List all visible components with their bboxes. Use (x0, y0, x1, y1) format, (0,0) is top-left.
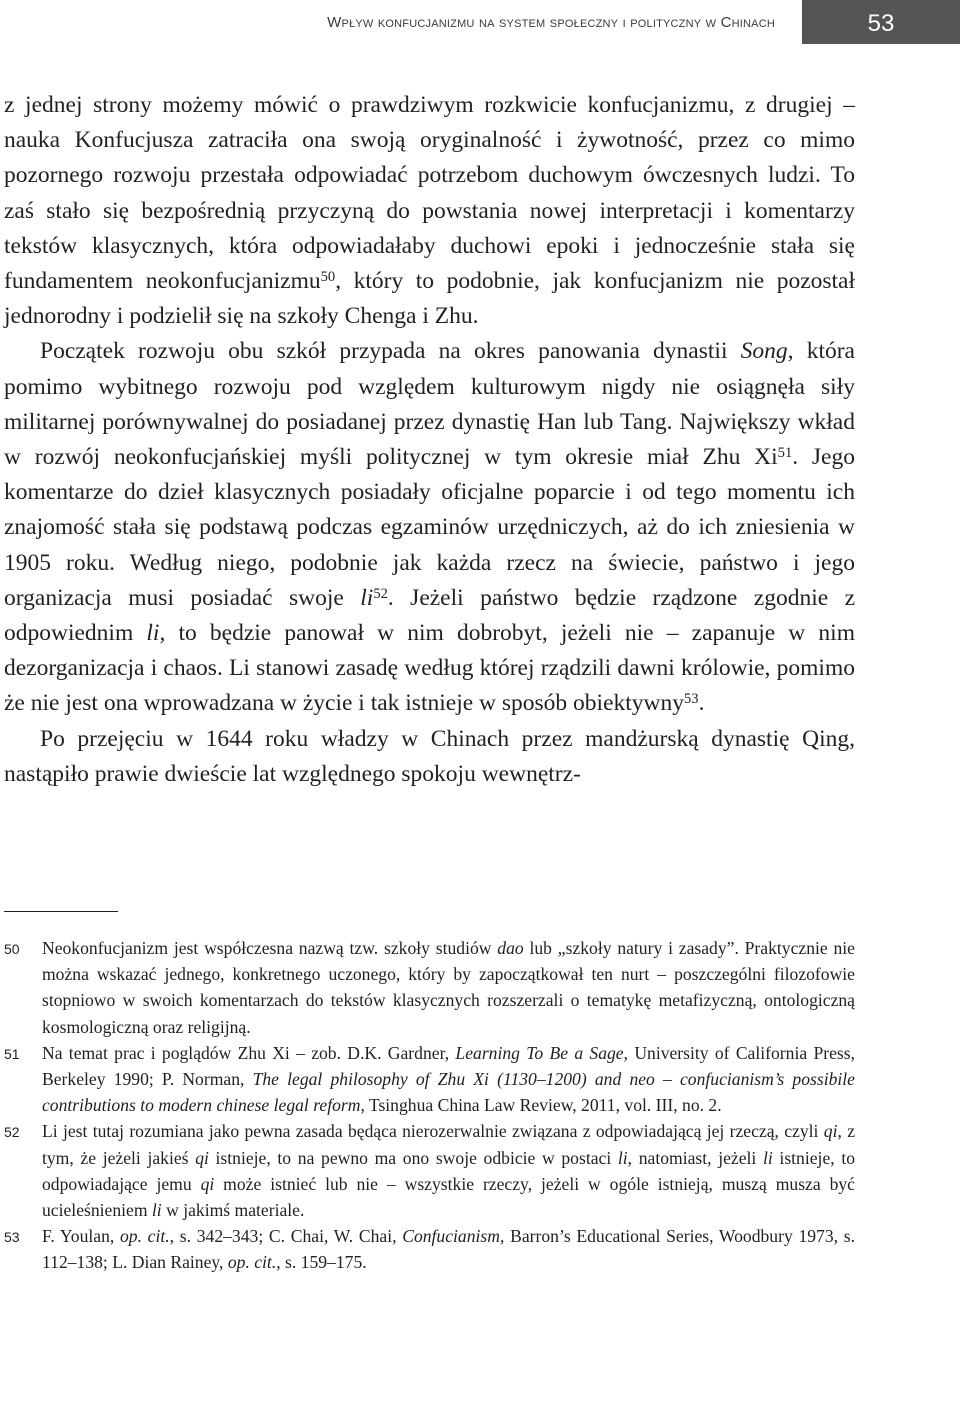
footnote-italic-run: op. cit. (227, 1252, 277, 1273)
footnote-number: 53 (4, 1229, 20, 1246)
footnote-italic-run: li (617, 1147, 628, 1168)
footnote-run: istnieje, to odpowiadające jemu (42, 1147, 855, 1194)
footnote-run: , z tym, że jeżeli jakieś (42, 1121, 856, 1168)
footnote-run: , s. 159–175. (276, 1252, 367, 1273)
paragraph-2: Początek rozwoju obu szkół przypada na okres panowania dynastii Song, która pomimo wybitnego rozwoju pod względem kulturowym nigdy nie osiągnęła siły militarnej porównywalnej do posiadanej przez dynastię Han lub Tang. Największy wkład w rozwój neokonfucjańskiej myśli politycznej w tym okresie miał Zhu Xi$^{51}$. Jego komentarze do dzieł klasycznych posiadały oficjalne poparcie i od tego momentu ich znajomość stała się podstawą podczas egzaminów urzędniczych, aż do ich zniesienia w 1905 roku. Według niego, podobnie jak każda rzecz na świecie, państwo i jego organizacja musi posiadać swoje li$^{52}$. Jeżeli państwo będzie rządzone zgodnie z odpowiednim li, to będzie panował w nim dobrobyt, jeżeli nie – zapanuje w nim dezorganizacja i chaos. Li stanowi zasadę według której rządzili dawni królowie, pomimo że nie jest ona wprowadzana w życie i tak istnieje w sposób obiektywny$^{53}$. (4, 338, 855, 717)
running-head: Wpływ konfucjanizmu na system społeczny i polityczny w Chinach (327, 14, 775, 31)
footnote-number: 52 (4, 1124, 20, 1141)
footnote-ref-52[interactable]: 52 (373, 585, 388, 602)
footnote-52 (4, 1118, 855, 1223)
footnote-run: , natomiast, jeżeli (627, 1147, 763, 1168)
footnote-italic-run: dao (497, 938, 524, 958)
footnote-number: 51 (4, 1045, 20, 1062)
footnote-text (42, 1043, 855, 1115)
footnote-text (42, 1226, 855, 1272)
footnote-run: w jakimś materiale. (161, 1200, 305, 1221)
footnotes (4, 935, 855, 1276)
footnote-run: Barron’s Educational Series, Woodbury 1973, s. 112–138; L. Dian Rainey, (42, 1226, 855, 1273)
footnote-run: F. Youlan, (42, 1226, 120, 1247)
footnote-text (42, 938, 855, 1037)
footnote-italic-run: qi (200, 1173, 215, 1194)
footnote-italic-run: qi (823, 1121, 838, 1142)
footnote-italic-run: qi (195, 1147, 209, 1168)
footnote-run: , Tsinghua China Law Review, 2011, vol. III, no. 2. (360, 1095, 722, 1116)
body-text (4, 88, 855, 792)
footnote-53 (4, 1223, 855, 1275)
footnote-run: Li jest tutaj rozumiana jako pewna zasada będąca nierozerwalnie związana z odpowiadającą jej rzeczą, czyli (42, 1121, 824, 1142)
page-header (0, 0, 960, 44)
footnote-italic-run: Confucianism, (402, 1226, 505, 1247)
footnote-50 (4, 935, 855, 1040)
footnote-run: , University of California Press, Berkeley 1990; P. Norman, (42, 1042, 855, 1090)
footnote-italic-run: The legal philosophy of Zhu Xi (1130–1200) and neo – confucianism’s possibile contributions to modern chinese legal reform (42, 1069, 855, 1116)
footnote-51 (4, 1040, 855, 1119)
footnote-ref-50[interactable]: 50 (320, 269, 336, 286)
footnote-italic-run: li (151, 1200, 162, 1221)
paragraph-1: z jednej strony możemy mówić o prawdziwym rozkwicie konfucjanizmu, z drugiej – nauka Konfucjusza zatraciła ona swoją oryginalność i żywotność, przez co mimo pozornego rozwoju przestała odpowiadać potrzebom duchowym ówczesnych ludzi. To zaś stało się bezpośrednią przyczyną do powstania nowej interpretacji i komentarzy tekstów klasycznych, która odpowiadałaby duchowi epoki i jednocześnie stała się fundamentem neokonfucjanizmu$^{50}$, który to podobnie, jak konfucjanizm nie pozostał jednorodny i podzielił się na szkoły Chenga i Zhu. (4, 92, 856, 330)
footnote-separator (4, 911, 118, 912)
footnote-italic-run: Learning To Be a Sage (455, 1042, 624, 1063)
footnote-italic-run: li (762, 1147, 773, 1168)
footnote-run: istnieje, to na pewno ma ono swoje odbicie w postaci (208, 1147, 618, 1168)
footnote-run: może istnieć lub nie – wszystkie rzeczy, jeżeli w ogóle istnieją, muszą musza być ucieleśnieniem (42, 1173, 855, 1221)
paragraph-3: Po przejęciu w 1644 roku władzy w Chinach przez mandżurską dynastię Qing, nastąpiło prawie dwieście lat względnego spokoju wewnętrz- (4, 725, 855, 787)
page-number: 53 (802, 0, 960, 44)
footnote-run: Na temat prac i poglądów Zhu Xi – zob. D.K. Gardner, (42, 1042, 456, 1063)
footnote-run: , s. 342–343; C. Chai, W. Chai, (169, 1226, 403, 1247)
footnote-run: lub „szkoły natury i zasady”. Praktycznie nie można wskazać jednego, konkretnego uczonego, który by zapoczątkował ten nurt – poszczególni filozofowie stopniowo w swoich komentarzach do tekstów klasycznych rozszerzali o tematykę metafizyczną, ontologiczną kosmologiczną oraz religijną. (42, 938, 855, 1037)
footnote-ref-53[interactable]: 53 (684, 691, 699, 708)
footnote-run: Neokonfucjanizm jest współczesna nazwą tzw. szkoły studiów (42, 938, 498, 958)
footnote-ref-51[interactable]: 51 (777, 445, 793, 462)
footnote-italic-run: op. cit. (119, 1226, 170, 1247)
footnote-number: 50 (4, 941, 20, 957)
footnote-text (42, 1121, 855, 1220)
